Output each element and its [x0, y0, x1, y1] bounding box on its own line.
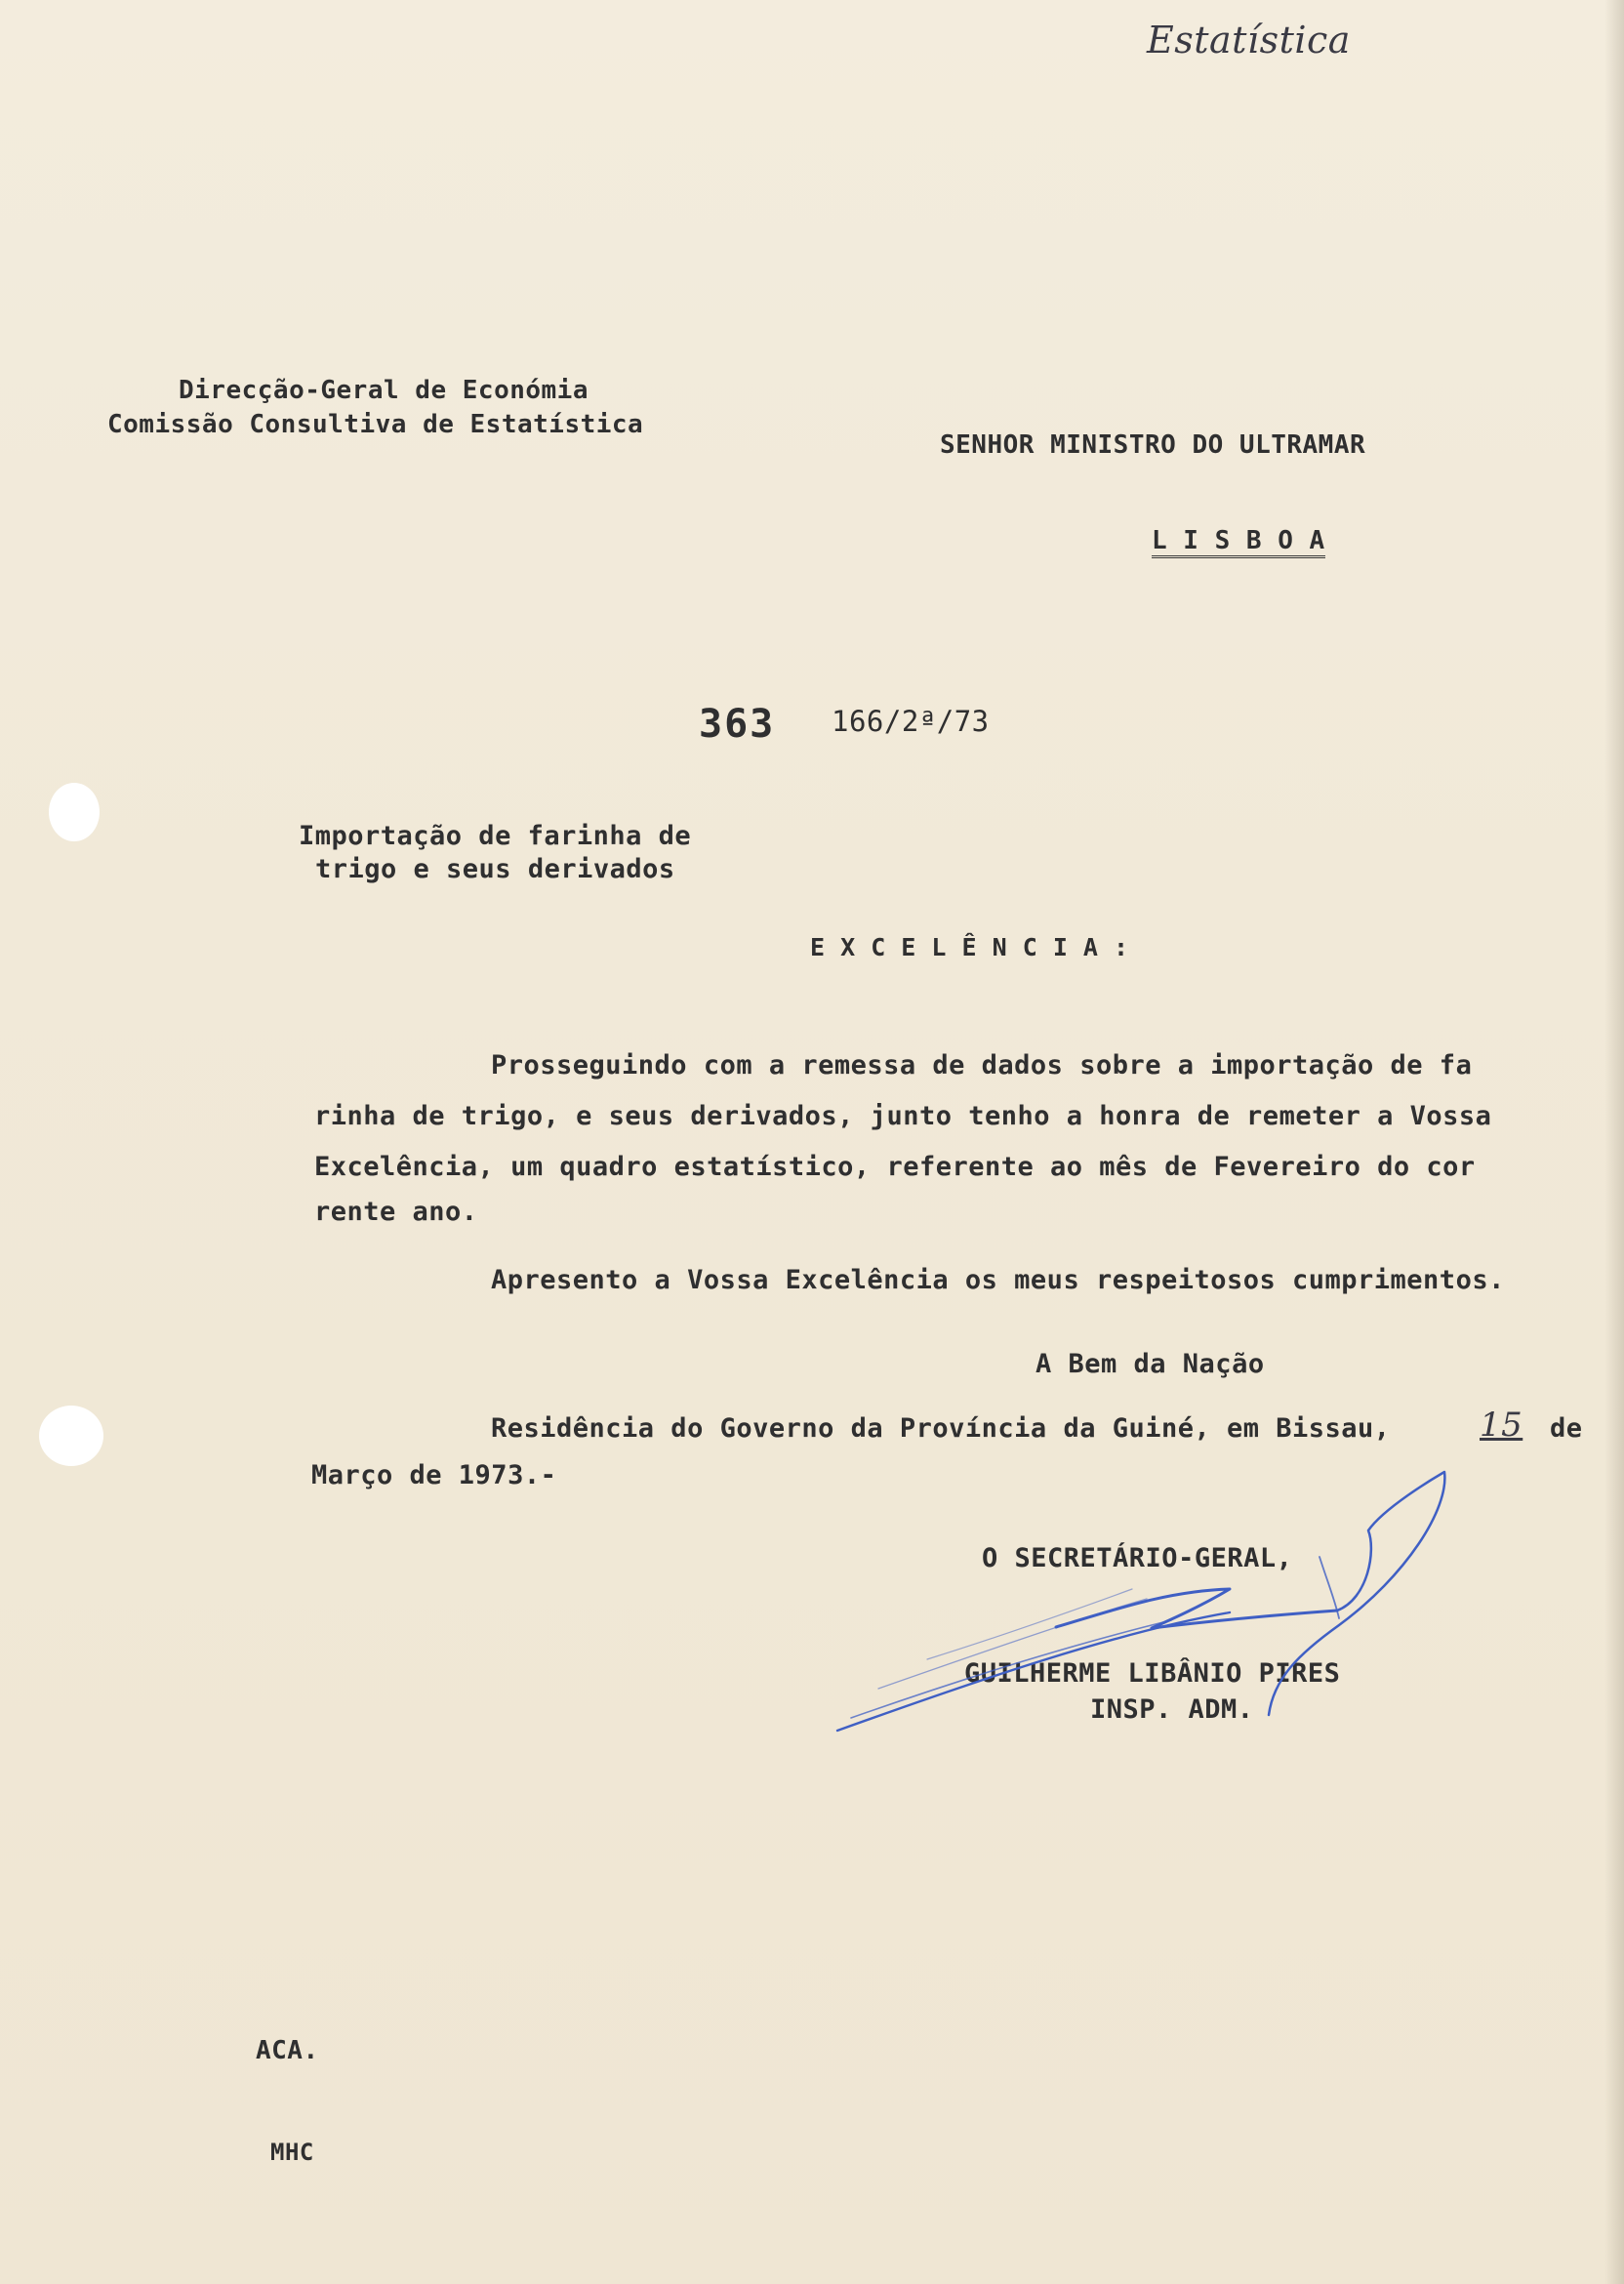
handwritten-day: 15	[1480, 1406, 1523, 1445]
body-paragraph-1-line-3: Excelência, um quadro estatístico, referente ao mês de Fevereiro do cor	[314, 1152, 1476, 1182]
body-paragraph-1-line-4: rente ano.	[314, 1197, 478, 1227]
place-date-de: de	[1550, 1413, 1583, 1444]
signatory-role: O SECRETÁRIO-GERAL,	[982, 1543, 1293, 1573]
closing-formula: A Bem da Nação	[1035, 1349, 1265, 1379]
punch-hole-bottom	[39, 1406, 103, 1466]
body-paragraph-1-line-2: rinha de trigo, e seus derivados, junto tenho a honra de remeter a Vossa	[314, 1101, 1492, 1131]
sender-line-1: Direcção-Geral de Económia	[179, 376, 589, 405]
signatory-title: INSP. ADM.	[1090, 1694, 1254, 1725]
subject-line-2: trigo e seus derivados	[315, 854, 675, 884]
reference-stamp-number: 363	[699, 702, 776, 747]
reference-code: 166/2ª/73	[832, 705, 990, 738]
footer-initials-2: MHC	[270, 2139, 314, 2166]
handwritten-annotation: Estatística	[1147, 19, 1351, 61]
recipient-title: SENHOR MINISTRO DO ULTRAMAR	[940, 430, 1366, 460]
place-date-line-1: Residência do Governo da Província da Guiné, em Bissau,	[491, 1413, 1391, 1444]
footer-initials-1: ACA.	[256, 2036, 319, 2065]
salutation: E X C E L Ê N C I A :	[810, 933, 1129, 961]
recipient-city: L I S B O A	[1152, 528, 1325, 558]
body-paragraph-1-line-1: Prosseguindo com a remessa de dados sobre a importação de fa	[491, 1050, 1473, 1081]
subject-line-1: Importação de farinha de	[299, 821, 692, 851]
signatory-name: GUILHERME LIBÂNIO PIRES	[964, 1658, 1341, 1689]
sender-line-2: Comissão Consultiva de Estatística	[107, 410, 644, 439]
punch-hole-top	[49, 783, 100, 841]
place-date-line-2: Março de 1973.-	[311, 1460, 557, 1490]
body-paragraph-2: Apresento a Vossa Excelência os meus respeitosos cumprimentos.	[491, 1265, 1505, 1295]
